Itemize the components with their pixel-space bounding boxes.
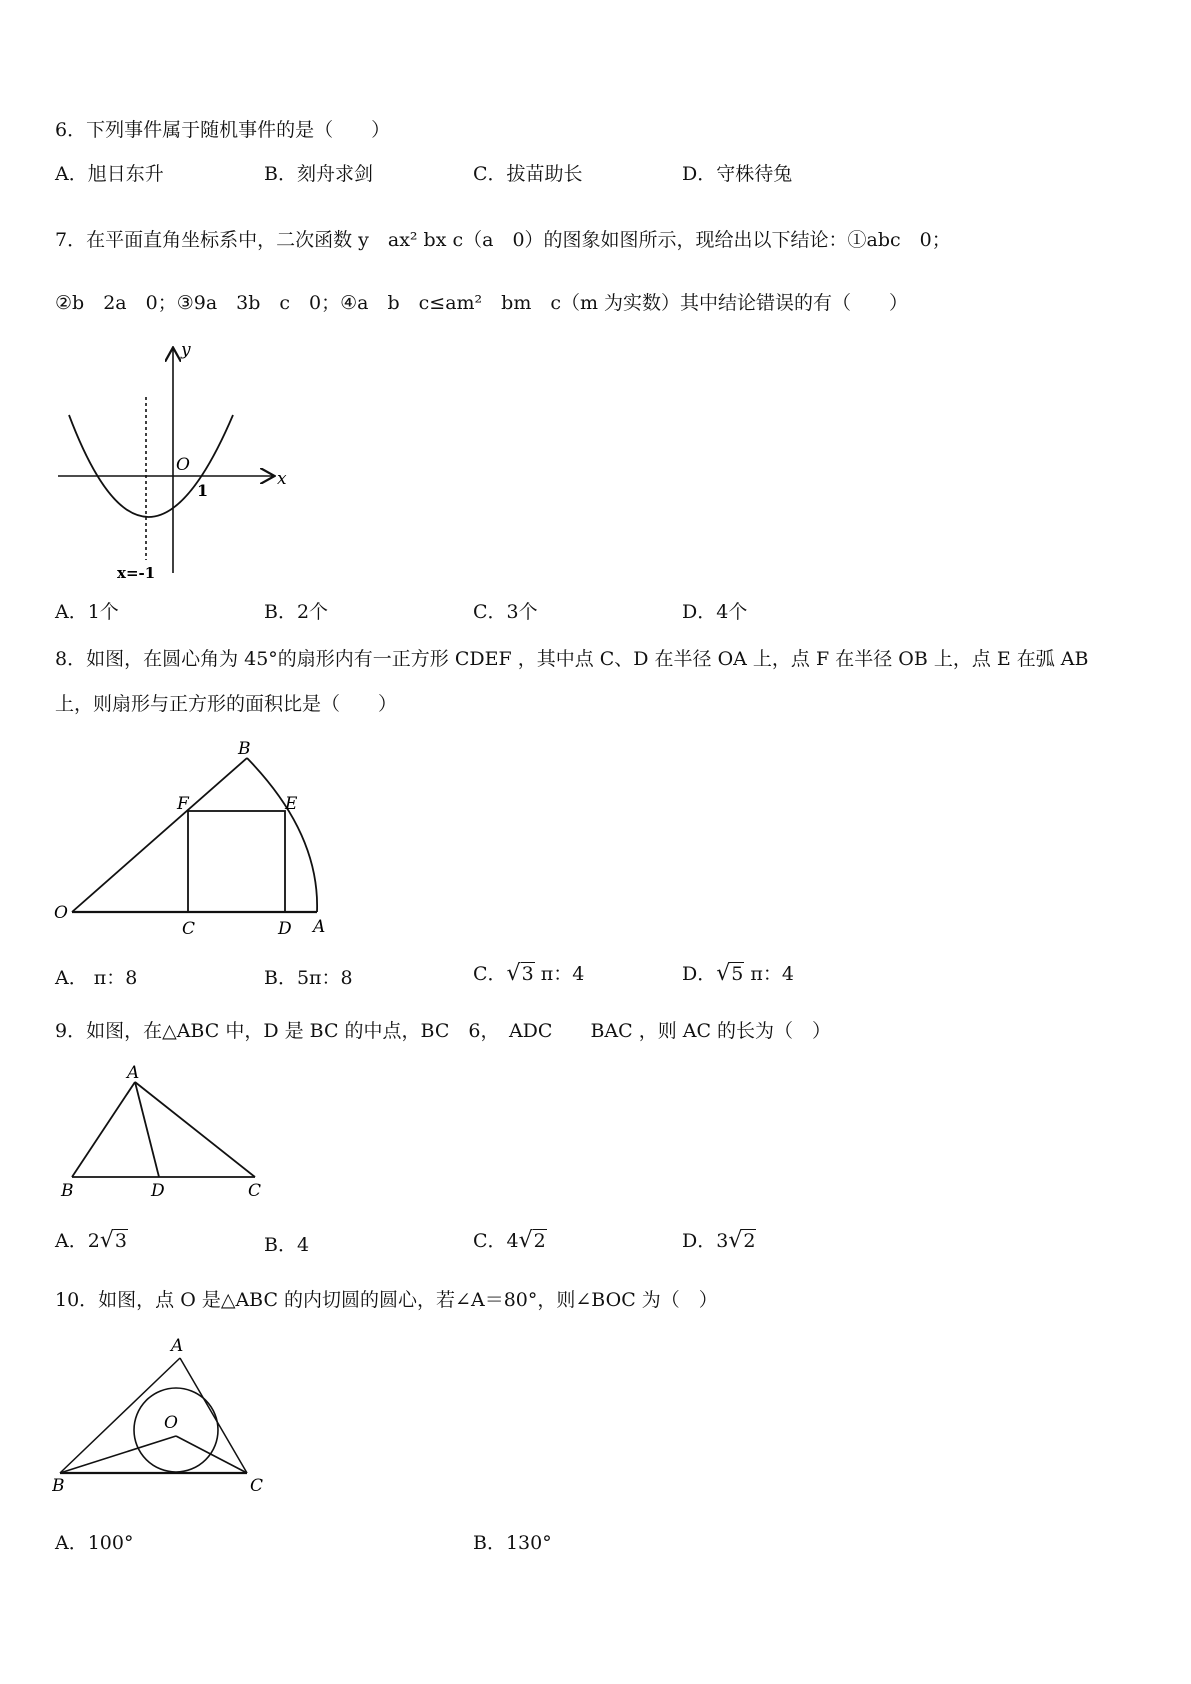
label-d: D bbox=[151, 1181, 165, 1201]
q7-option-d: D．4个 bbox=[682, 601, 748, 623]
q9-option-a bbox=[55, 1230, 128, 1252]
q9-option-c bbox=[473, 1230, 547, 1252]
q8-option-d-prefix: D． bbox=[682, 963, 717, 985]
q9-option-a-prefix: A．2 bbox=[55, 1230, 100, 1252]
q10-stem: 10．如图，点 O 是△ABC 的内切圆的圆心，若∠A＝80°，则∠BOC 为（ ） bbox=[55, 1289, 718, 1311]
q9-option-d-prefix: D．3 bbox=[682, 1230, 729, 1252]
segment-ad bbox=[135, 1082, 159, 1177]
label-a: A bbox=[313, 917, 326, 937]
label-b: B bbox=[238, 739, 251, 759]
y-label: y bbox=[181, 340, 191, 360]
label-a: A bbox=[171, 1336, 184, 1356]
q8-option-a: A． π：8 bbox=[55, 967, 138, 989]
q8-option-c bbox=[473, 963, 584, 985]
sqrt-icon: √5 bbox=[716, 961, 744, 986]
sqrt-icon: √3 bbox=[506, 961, 534, 986]
q10-option-b: B．130° bbox=[473, 1532, 552, 1554]
sqrt-icon: √2 bbox=[518, 1228, 546, 1253]
q8-option-c-suffix: π：4 bbox=[534, 963, 585, 985]
parabola-curve bbox=[69, 415, 233, 517]
label-b: B bbox=[61, 1181, 74, 1201]
label-a: A bbox=[127, 1063, 140, 1083]
label-f: F bbox=[177, 794, 189, 814]
one-label: 1 bbox=[197, 481, 209, 500]
x-label: x bbox=[277, 469, 287, 489]
q10-incircle-figure bbox=[52, 1333, 272, 1503]
label-c: C bbox=[250, 1476, 264, 1496]
q8-stem-line2: 上，则扇形与正方形的面积比是（ ） bbox=[55, 693, 398, 715]
q9-option-d-radicand: 2 bbox=[743, 1230, 756, 1252]
label-c: C bbox=[248, 1181, 262, 1201]
q7-option-a: A．1个 bbox=[55, 601, 119, 623]
q6-option-d: D．守株待兔 bbox=[682, 163, 793, 185]
q6-stem: 6．下列事件属于随机事件的是（ ） bbox=[55, 119, 391, 141]
q7-parabola-figure bbox=[55, 335, 295, 585]
label-o: O bbox=[164, 1413, 178, 1433]
q9-option-a-radicand: 3 bbox=[114, 1230, 127, 1252]
q7-stem-line2: ②b 2a 0；③9a 3b c 0；④a b c≤am² bm c（m 为实数）其中结论错误的有（ ） bbox=[55, 292, 909, 314]
radius-ob bbox=[72, 758, 247, 912]
q9-stem: 9．如图，在△ABC 中，D 是 BC 的中点，BC 6， ADC BAC ，则 AC 的长为（ ） bbox=[55, 1020, 832, 1042]
q8-sector-figure bbox=[52, 738, 342, 938]
q8-option-c-prefix: C． bbox=[473, 963, 507, 985]
q7-option-c: C．3个 bbox=[473, 601, 538, 623]
q8-option-b: B．5π：8 bbox=[264, 967, 353, 989]
q6-option-c: C．拔苗助长 bbox=[473, 163, 583, 185]
q7-option-b: B．2个 bbox=[264, 601, 329, 623]
q8-option-d bbox=[682, 963, 794, 985]
side-ab bbox=[72, 1082, 135, 1177]
q9-option-c-radicand: 2 bbox=[533, 1230, 546, 1252]
label-c: C bbox=[182, 919, 196, 938]
label-o: O bbox=[54, 903, 68, 923]
q8-stem-line1: 8．如图，在圆心角为 45°的扇形内有一正方形 CDEF ，其中点 C、D 在半径 OA 上，点 F 在半径 OB 上，点 E 在弧 AB bbox=[55, 648, 1089, 670]
side-ac bbox=[135, 1082, 255, 1177]
q8-option-d-suffix: π：4 bbox=[744, 963, 794, 985]
label-e: E bbox=[285, 794, 298, 814]
square-cdef bbox=[188, 811, 285, 912]
axis-label: x=-1 bbox=[117, 564, 156, 582]
q9-triangle-figure bbox=[55, 1062, 275, 1202]
q10-option-a: A．100° bbox=[55, 1532, 134, 1554]
side-ab bbox=[60, 1358, 180, 1473]
label-d: D bbox=[278, 919, 292, 938]
sqrt-icon: √3 bbox=[99, 1228, 127, 1253]
q8-option-d-radicand: 5 bbox=[731, 963, 744, 985]
q6-option-a: A．旭日东升 bbox=[55, 163, 164, 185]
q8-option-c-radicand: 3 bbox=[521, 963, 534, 985]
q6-option-b: B．刻舟求剑 bbox=[264, 163, 373, 185]
q9-option-b: B．4 bbox=[264, 1234, 310, 1256]
q7-stem-line1: 7．在平面直角坐标系中，二次函数 y ax² bx c（a 0）的图象如图所示，现给出以下结论：①abc 0； bbox=[55, 229, 951, 251]
q9-option-c-prefix: C．4 bbox=[473, 1230, 519, 1252]
origin-label: O bbox=[176, 455, 190, 475]
sqrt-icon: √2 bbox=[728, 1228, 756, 1253]
q9-option-d bbox=[682, 1230, 756, 1252]
arc-ab bbox=[247, 758, 317, 912]
label-b: B bbox=[52, 1476, 65, 1496]
